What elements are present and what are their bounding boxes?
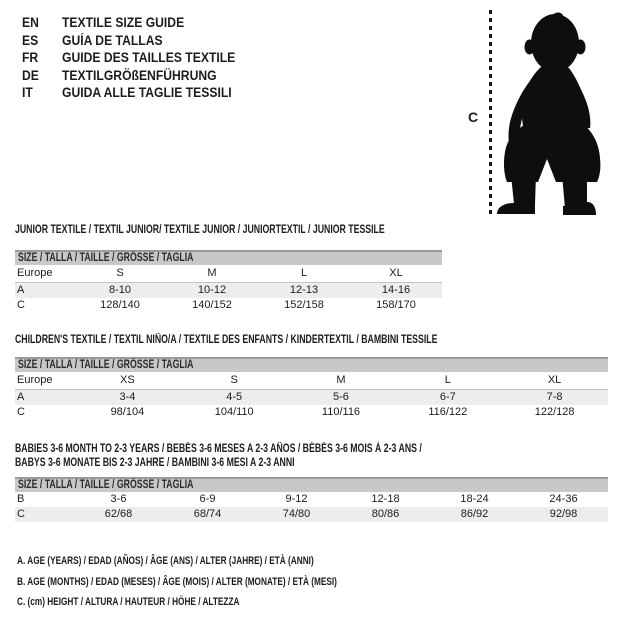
- size-header-bar: [15, 357, 608, 372]
- language-code: [22, 32, 62, 50]
- language-item: [22, 84, 255, 102]
- size-table-junior: [15, 224, 442, 313]
- silhouette-right-ear: [576, 40, 586, 55]
- table-cell: 5-6: [333, 390, 349, 403]
- table-row: [15, 298, 442, 313]
- table-cell: 98/104: [110, 405, 145, 418]
- size-table-children: [15, 334, 608, 420]
- table-cell: 3-4: [119, 390, 136, 403]
- table-cell: 62/68: [104, 508, 133, 520]
- legend-line-text: C. (cm) HEIGHT / ALTURA / HAUTEUR / HÖHE / ALTEZZA: [17, 596, 240, 608]
- language-code-text: DE: [22, 67, 39, 83]
- table-cell: XS: [120, 373, 135, 386]
- table-cell: 128/140: [100, 298, 140, 311]
- height-measure-dotted-line: [489, 10, 492, 216]
- row-label: Europe: [17, 373, 53, 386]
- table-cell: 7-8: [546, 390, 563, 403]
- table-title-text: CHILDREN'S TEXTILE / TEXTIL NIÑO/A / TEXTILE DES ENFANTS / KINDERTEXTIL / BAMBINI TESSILE: [15, 334, 438, 346]
- table-cell: 116/122: [428, 405, 468, 418]
- language-name: [62, 32, 174, 50]
- language-name-text: TEXTILGRÖßENFÜHRUNG: [62, 67, 217, 83]
- row-label: Europe: [17, 266, 53, 279]
- table-cell: 86/92: [460, 508, 489, 520]
- table-row: [15, 265, 442, 283]
- table-title-line: [15, 224, 442, 238]
- size-table-babies: [15, 443, 608, 522]
- row-label: C: [17, 508, 25, 520]
- table-cell: 10-12: [197, 283, 227, 296]
- language-item: [22, 67, 255, 85]
- language-code-text: ES: [22, 32, 39, 48]
- table-row: [15, 283, 442, 298]
- table-title: [15, 334, 608, 348]
- size-header-bar: [15, 250, 442, 265]
- table-cell: 92/98: [549, 508, 578, 520]
- table-cell: 4-5: [226, 390, 243, 403]
- table-cell: L: [444, 373, 451, 386]
- language-name-text: GUIDA ALLE TAGLIE TESSILI: [62, 85, 232, 100]
- table-cell: M: [336, 373, 346, 386]
- language-item: [22, 14, 255, 32]
- table-cell: 14-16: [381, 283, 411, 296]
- table-row: [15, 390, 608, 405]
- table-row: [15, 405, 608, 420]
- silhouette-left-ear: [525, 40, 535, 55]
- language-name: [62, 84, 251, 102]
- language-code-text: IT: [22, 85, 33, 100]
- size-header-label: SIZE / TALLA / TAILLE / GRÖSSE / TAGLIA: [18, 251, 194, 264]
- legend-line-text: A. AGE (YEARS) / EDAD (AÑOS) / ÂGE (ANS) / ALTER (JAHRE) / ETÀ (ANNI): [17, 555, 314, 567]
- language-name: [62, 49, 255, 67]
- language-code-text: EN: [22, 15, 39, 30]
- table-cell: 12-18: [371, 493, 400, 505]
- language-code: [22, 49, 62, 67]
- language-code-text: FR: [22, 50, 39, 65]
- silhouette-left-foot: [497, 201, 535, 214]
- table-row: [15, 492, 608, 507]
- legend-line: [17, 551, 444, 572]
- table-title: [15, 224, 442, 238]
- row-label: A: [17, 283, 25, 296]
- table-cell: 158/170: [376, 298, 416, 311]
- legend-line: [17, 572, 444, 593]
- table-cell: XL: [547, 373, 562, 386]
- language-name: [62, 67, 234, 85]
- size-header-label: SIZE / TALLA / TAILLE / GRÖSSE / TAGLIA: [18, 479, 194, 491]
- table-cell: 3-6: [110, 493, 127, 505]
- legend-line-text: B. AGE (MONTHS) / EDAD (MESES) / ÂGE (MOIS) / ALTER (MONATE) / ETÀ (MESI): [17, 575, 337, 588]
- language-name-text: GUÍA DE TALLAS: [62, 32, 163, 48]
- table-title-line: [15, 334, 608, 348]
- table-title-text: BABIES 3-6 MONTH TO 2-3 YEARS / BEBÉS 3-6 MESES A 2-3 AÑOS / BÉBÉS 3-6 MOIS À 2-3 ANS /: [15, 443, 422, 455]
- language-name: [62, 14, 198, 32]
- table-cell: 68/74: [193, 508, 222, 520]
- table-cell: L: [300, 266, 308, 279]
- table-title-text: BABYS 3-6 MONATE BIS 2-3 JAHRE / BAMBINI 3-6 MESI A 2-3 ANNI: [15, 456, 295, 469]
- table-cell: 122/128: [534, 405, 575, 418]
- table-cell: 6-9: [199, 493, 216, 505]
- table-cell: M: [207, 266, 217, 279]
- row-label: B: [17, 493, 25, 505]
- legend-line: [17, 592, 444, 613]
- table-row: [15, 372, 608, 390]
- table-cell: 152/158: [284, 298, 324, 311]
- language-name-text: TEXTILE SIZE GUIDE: [62, 15, 185, 30]
- language-code: [22, 14, 62, 32]
- table-title-line: [15, 457, 608, 471]
- table-cell: 12-13: [289, 283, 319, 296]
- language-code: [22, 84, 62, 102]
- table-cell: 104/110: [214, 405, 254, 418]
- language-name-text: GUIDE DES TAILLES TEXTILE: [62, 50, 236, 65]
- size-header-bar: [15, 477, 608, 492]
- language-item: [22, 32, 255, 50]
- silhouette-left-leg: [511, 175, 536, 204]
- row-label: C: [17, 298, 25, 311]
- row-label: C: [17, 405, 25, 418]
- table-cell: 24-36: [549, 493, 578, 505]
- table-cell: 9-12: [285, 493, 308, 505]
- size-header-label: SIZE / TALLA / TAILLE / GRÖSSE / TAGLIA: [18, 358, 194, 371]
- table-row: [15, 507, 608, 522]
- table-title-line: [15, 443, 608, 457]
- table-cell: XL: [389, 266, 403, 279]
- language-item: [22, 49, 255, 67]
- table-cell: 80/86: [371, 508, 400, 520]
- table-cell: 8-10: [108, 283, 132, 296]
- table-cell: S: [230, 373, 238, 386]
- table-cell: 110/116: [321, 405, 361, 418]
- table-cell: 140/152: [192, 298, 232, 311]
- toddler-silhouette-figure: [494, 10, 618, 218]
- table-title: [15, 443, 608, 470]
- language-code: [22, 67, 62, 85]
- silhouette-head: [531, 14, 579, 72]
- table-cell: 74/80: [282, 508, 311, 520]
- table-cell: S: [116, 266, 124, 279]
- measure-legend: [17, 551, 444, 613]
- height-measure-label: C: [468, 109, 479, 125]
- row-label: A: [17, 390, 25, 403]
- table-cell: 18-24: [460, 493, 489, 505]
- language-list: [22, 14, 255, 102]
- table-cell: 6-7: [439, 390, 456, 403]
- table-title-text: JUNIOR TEXTILE / TEXTIL JUNIOR/ TEXTILE JUNIOR / JUNIORTEXTIL / JUNIOR TESSILE: [15, 224, 385, 236]
